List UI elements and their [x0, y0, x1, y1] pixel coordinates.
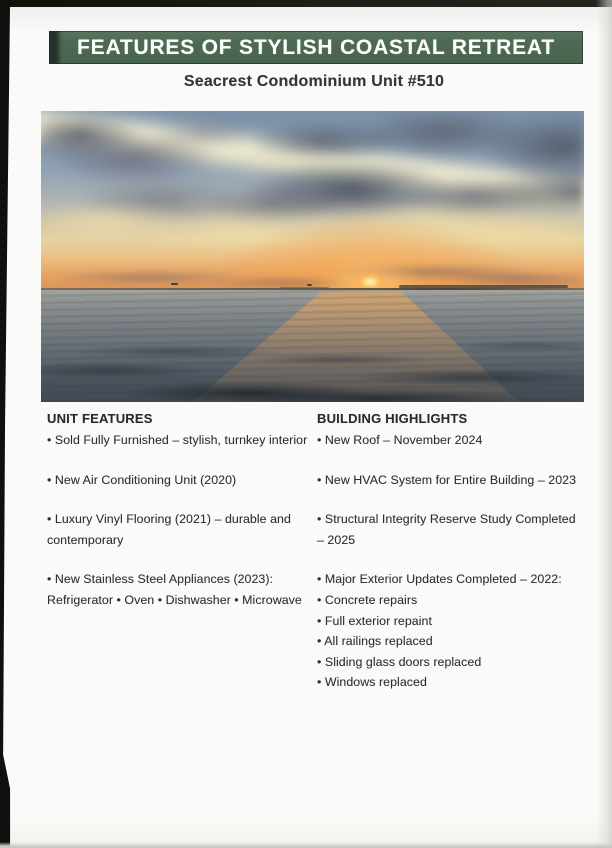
- distant-shoreline-2: [280, 287, 329, 289]
- title-banner: [49, 31, 583, 64]
- scan-edge-top: [0, 0, 612, 7]
- feature-line: • Sold Fully Furnished – stylish, turnkey interior: [47, 433, 308, 447]
- highlight-line: • Concrete repairs: [317, 592, 418, 607]
- feature-group: [47, 430, 327, 451]
- feature-line: • New Stainless Steel Appliances (2023):: [47, 572, 274, 587]
- boat-silhouette: [171, 283, 178, 285]
- highlight-group: [317, 430, 602, 451]
- feature-line: contemporary: [47, 532, 124, 547]
- unit-features-heading: UNIT FEATURES: [47, 411, 153, 426]
- page-subtitle: Seacrest Condominium Unit #510: [183, 73, 445, 90]
- feature-group: [47, 509, 327, 550]
- unit-features-column: [47, 408, 327, 611]
- highlight-line: • Full exterior repaint: [317, 613, 432, 628]
- highlight-line: • All railings replaced: [317, 634, 433, 649]
- highlight-line: – 2025: [317, 532, 356, 547]
- feature-line: • Luxury Vinyl Flooring (2021) – durable and: [47, 512, 291, 527]
- highlight-line: • Windows replaced: [317, 675, 427, 690]
- photo-horizon-clouds: [41, 111, 584, 290]
- scan-edge-bottom: [0, 842, 612, 848]
- distant-shoreline: [399, 285, 567, 288]
- ocean-waves: [41, 290, 584, 402]
- highlight-group: [317, 569, 602, 693]
- building-highlights-heading: BUILDING HIGHLIGHTS: [317, 411, 468, 426]
- feature-group: [47, 569, 327, 610]
- scan-edge-right: [596, 0, 612, 848]
- boat-silhouette-2: [307, 284, 312, 286]
- highlight-line: • Major Exterior Updates Completed – 2022:: [317, 572, 562, 587]
- scan-edge-left: [0, 0, 12, 848]
- highlight-line: • Sliding glass doors replaced: [317, 654, 482, 669]
- highlight-line: • New Roof – November 2024: [317, 433, 483, 447]
- feature-line: Refrigerator • Oven • Dishwasher • Microwave: [47, 592, 302, 607]
- highlight-line: • Structural Integrity Reserve Study Completed: [317, 512, 576, 527]
- sunset-ocean-photo: [41, 111, 584, 402]
- highlight-group: [317, 509, 602, 550]
- highlight-group: [317, 470, 602, 491]
- building-highlights-column: [317, 408, 602, 693]
- highlight-line: • New HVAC System for Entire Building – 2023: [317, 472, 577, 487]
- feature-line: • New Air Conditioning Unit (2020): [47, 472, 237, 487]
- banner-title: FEATURES OF STYLISH COASTAL RETREAT: [77, 36, 555, 59]
- feature-group: [47, 470, 327, 491]
